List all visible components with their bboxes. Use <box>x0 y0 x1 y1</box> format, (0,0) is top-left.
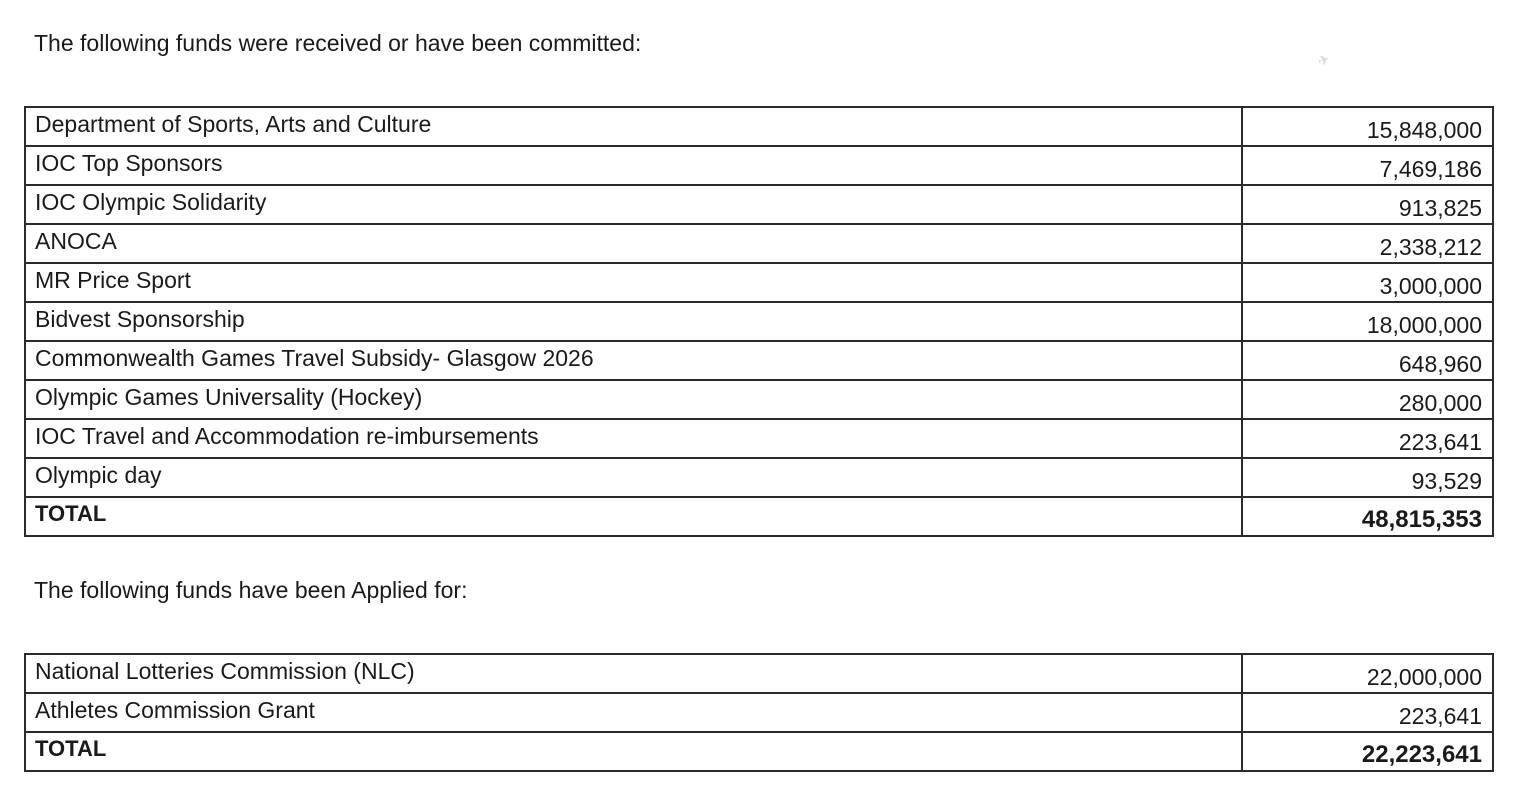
fund-name: Athletes Commission Grant <box>25 693 1242 732</box>
total-row <box>25 497 1493 536</box>
fund-amount: 22,000,000 <box>1242 654 1493 693</box>
fund-amount: 648,960 <box>1242 341 1493 380</box>
fund-amount: 913,825 <box>1242 185 1493 224</box>
total-label: TOTAL <box>25 732 1242 771</box>
fund-name: IOC Travel and Accommodation re-imbursements <box>25 419 1242 458</box>
fund-name: ANOCA <box>25 224 1242 263</box>
applied-funds-table <box>24 653 1494 772</box>
total-amount: 22,223,641 <box>1242 732 1493 771</box>
table-row <box>25 224 1493 263</box>
table-row <box>25 693 1493 732</box>
table-row <box>25 107 1493 146</box>
fund-name: National Lotteries Commission (NLC) <box>25 654 1242 693</box>
fund-amount: 93,529 <box>1242 458 1493 497</box>
table-row <box>25 654 1493 693</box>
fund-name: IOC Olympic Solidarity <box>25 185 1242 224</box>
applied-funds-heading: The following funds have been Applied for: <box>34 577 468 603</box>
fund-name: Commonwealth Games Travel Subsidy- Glasgow 2026 <box>25 341 1242 380</box>
total-row <box>25 732 1493 771</box>
committed-funds-table <box>24 106 1494 537</box>
fund-name: Bidvest Sponsorship <box>25 302 1242 341</box>
fund-name: Olympic day <box>25 458 1242 497</box>
table-row <box>25 146 1493 185</box>
fund-amount: 2,338,212 <box>1242 224 1493 263</box>
fund-amount: 223,641 <box>1242 693 1493 732</box>
table-row <box>25 263 1493 302</box>
table-row <box>25 185 1493 224</box>
fund-amount: 280,000 <box>1242 380 1493 419</box>
total-amount: 48,815,353 <box>1242 497 1493 536</box>
fund-amount: 7,469,186 <box>1242 146 1493 185</box>
fund-amount: 3,000,000 <box>1242 263 1493 302</box>
table-row <box>25 380 1493 419</box>
fund-name: MR Price Sport <box>25 263 1242 302</box>
fund-amount: 15,848,000 <box>1242 107 1493 146</box>
table-row <box>25 458 1493 497</box>
fund-name: IOC Top Sponsors <box>25 146 1242 185</box>
fund-amount: 223,641 <box>1242 419 1493 458</box>
committed-funds-heading: The following funds were received or have been committed: <box>34 30 642 56</box>
fund-name: Olympic Games Universality (Hockey) <box>25 380 1242 419</box>
table-row <box>25 341 1493 380</box>
scan-artifact-mark: ✈ <box>1315 50 1332 70</box>
fund-amount: 18,000,000 <box>1242 302 1493 341</box>
fund-name: Department of Sports, Arts and Culture <box>25 107 1242 146</box>
total-label: TOTAL <box>25 497 1242 536</box>
table-row <box>25 302 1493 341</box>
table-row <box>25 419 1493 458</box>
